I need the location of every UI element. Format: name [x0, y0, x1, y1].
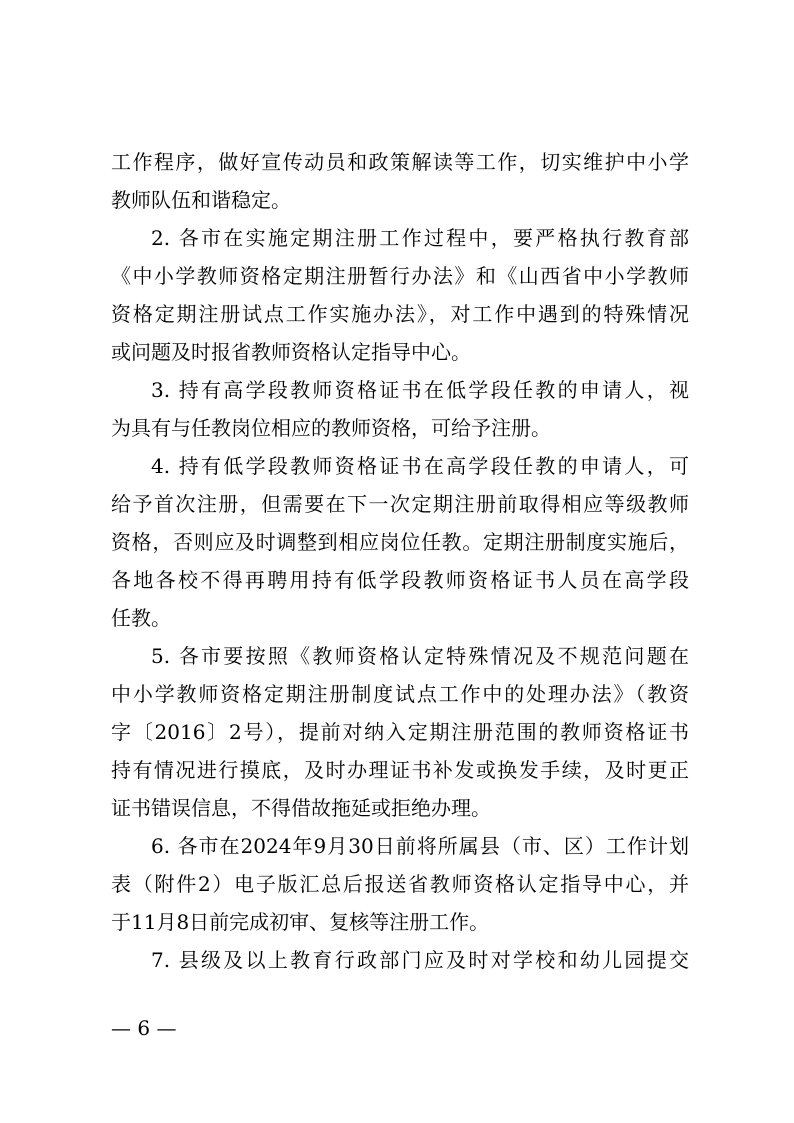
text-line: 为具有与任教岗位相应的教师资格，可给予注册。 [111, 416, 551, 440]
text-line: 资格，否则应及时调整到相应岗位任教。定期注册制度实施后， [111, 530, 689, 554]
text-line: 持有情况进行摸底，及时办理证书补发或换发手续，及时更正 [111, 758, 689, 782]
text-line: 5. 各市要按照《教师资格认定特殊情况及不规范问题在 [151, 644, 689, 668]
text-line: 各地各校不得再聘用持有低学段教师资格证书人员在高学段 [111, 568, 689, 592]
text-line: 《中小学教师资格定期注册暂行办法》和《山西省中小学教师 [111, 264, 689, 288]
text-line: 给予首次注册，但需要在下一次定期注册前取得相应等级教师 [111, 492, 689, 516]
text-line: 4. 持有低学段教师资格证书在高学段任教的申请人，可 [151, 454, 689, 478]
text-line: 7. 县级及以上教育行政部门应及时对学校和幼儿园提交 [151, 948, 689, 972]
text-line: 6. 各市在2024年9月30日前将所属县（市、区）工作计划 [151, 834, 689, 858]
text-line: 中小学教师资格定期注册制度试点工作中的处理办法》（教资 [111, 682, 689, 706]
text-line: 3. 持有高学段教师资格证书在低学段任教的申请人，视 [151, 378, 689, 402]
text-line: 资格定期注册试点工作实施办法》，对工作中遇到的特殊情况 [111, 302, 689, 326]
text-line: 于11月8日前完成初审、复核等注册工作。 [111, 910, 490, 934]
page-number: — 6 — [111, 1016, 177, 1040]
text-line: 教师队伍和谐稳定。 [111, 188, 291, 212]
text-line: 任教。 [111, 606, 171, 630]
text-line: 工作程序，做好宣传动员和政策解读等工作，切实维护中小学 [111, 150, 689, 174]
text-line: 表（附件2）电子版汇总后报送省教师资格认定指导中心，并 [111, 872, 689, 896]
text-line: 或问题及时报省教师资格认定指导中心。 [111, 340, 471, 364]
text-line: 证书错误信息，不得借故拖延或拒绝办理。 [111, 796, 491, 820]
text-line: 2. 各市在实施定期注册工作过程中，要严格执行教育部 [151, 226, 689, 250]
text-line: 字〔2016〕2号），提前对纳入定期注册范围的教师资格证书 [111, 720, 689, 744]
